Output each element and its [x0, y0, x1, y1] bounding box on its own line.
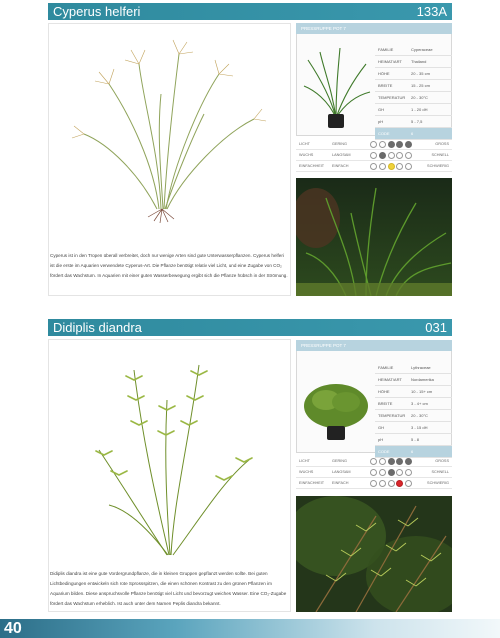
scale-row-difficulty: EINFACHHEIT EINFACH SCHWIERIG	[296, 478, 452, 489]
rating-dot	[396, 469, 403, 476]
rating-dots	[370, 141, 420, 148]
rating-dot	[405, 152, 412, 159]
info-row: HÖHE 10 - 15+ cm	[375, 386, 452, 398]
info-row: GH 3 - 15 dH	[375, 422, 452, 434]
info-row: HEIMAT/ART Thailand	[375, 56, 452, 68]
rating-dot	[396, 152, 403, 159]
plant-name: Cyperus helferi	[53, 4, 141, 19]
rating-dot	[379, 458, 386, 465]
rating-dot	[370, 480, 377, 487]
rating-dot	[388, 469, 395, 476]
scale-row-light: LICHT GERING GROSS	[296, 456, 452, 467]
rating-dot	[388, 480, 395, 487]
info-row: HÖHE 20 - 35 cm	[375, 68, 452, 80]
info-row: pH 5 - 7,5	[375, 116, 452, 128]
info-row: TEMPERATUR 20 - 30°C	[375, 92, 452, 104]
rating-dot	[370, 469, 377, 476]
plant-description: Didiplis diandra ist eine gute Vordergrundpflanze, die in kleinen Gruppen gepflanzt werden sollte. Bei guten Lichtbedingungen entwickeln sich rote Sprossspitzen, die einen schönen Kontrast zu den grünen Pflanzen im Aquarium bilden. Diese anspruchsvolle Pflanze benötigt viel Licht und bevorzugt weiches Wasser. Eine CO₂-Zugabe fördert das Wachstum erheblich. Ist auch unter dem Namen Peplis diandra bekannt.	[50, 571, 287, 606]
rating-dots	[370, 152, 420, 159]
plant-code: 133A	[416, 4, 447, 19]
rating-dot	[396, 163, 403, 170]
rating-dot	[370, 141, 377, 148]
page-number: 40	[4, 620, 22, 637]
rating-dot	[379, 152, 386, 159]
info-row: TEMPERATUR 20 - 30°C	[375, 410, 452, 422]
rating-dots	[370, 469, 420, 476]
plant-name: Didiplis diandra	[53, 320, 142, 335]
plant-illustration	[49, 24, 290, 224]
rating-dot	[388, 152, 395, 159]
info-row: pH 5 - 8	[375, 434, 452, 446]
rating-dot	[388, 458, 395, 465]
rating-dot	[405, 458, 412, 465]
plant-header	[48, 3, 452, 20]
info-row-code: CODE 6	[375, 128, 452, 140]
rating-dots	[370, 458, 420, 465]
scale-row-light: LICHT GERING GROSS	[296, 139, 452, 150]
rating-dot	[370, 152, 377, 159]
plant-info-table	[375, 44, 452, 140]
scale-row-difficulty: EINFACHHEIT EINFACH SCHWIERIG	[296, 161, 452, 172]
rating-dot	[405, 163, 412, 170]
info-row: BREITE 15 - 25 cm	[375, 80, 452, 92]
care-scales	[296, 456, 452, 489]
rating-dot	[379, 163, 386, 170]
rating-dot	[396, 141, 403, 148]
rating-dot	[405, 480, 412, 487]
pot-group-label: PRESSRUPPE POT 7	[296, 340, 452, 351]
rating-dot	[405, 469, 412, 476]
pot-group-label: PRESSRUPPE POT 7	[296, 23, 452, 34]
info-row: BREITE 3 - 4+ cm	[375, 398, 452, 410]
rating-dot	[370, 163, 377, 170]
pot-photo	[300, 40, 372, 132]
rating-dots	[370, 480, 420, 487]
plant-code: 031	[425, 320, 447, 335]
rating-dot	[396, 458, 403, 465]
plant-header	[48, 319, 452, 336]
footer-bar	[0, 619, 500, 638]
pot-photo	[300, 374, 372, 444]
info-row: FAMILIE Lythraceae	[375, 362, 452, 374]
rating-dot	[388, 163, 395, 170]
info-row: GH 1 - 20 dH	[375, 104, 452, 116]
rating-dot	[396, 480, 403, 487]
rating-dot	[379, 469, 386, 476]
info-row: HEIMAT/ART Nordamerika	[375, 374, 452, 386]
rating-dot	[379, 141, 386, 148]
rating-dot	[405, 141, 412, 148]
scale-row-growth: WUCHS LANGSAM SCHNELL	[296, 150, 452, 161]
plant-illustration	[49, 340, 290, 565]
rating-dot	[370, 458, 377, 465]
rating-dot	[379, 480, 386, 487]
rating-dots	[370, 163, 420, 170]
plant-info-table	[375, 362, 452, 458]
care-scales	[296, 139, 452, 172]
aquarium-photo	[296, 496, 452, 612]
aquarium-photo	[296, 178, 452, 296]
scale-row-growth: WUCHS LANGSAM SCHNELL	[296, 467, 452, 478]
plant-description: Cyperus ist in den Tropen überall verbreitet, doch nur wenige Arten sind gute Unterwasserpflanzen. Cyperus helferi ist die erste im Aquarien verwendete Cyperus-Art. Die Pflanze benötigt relativ viel Licht, und eine Zugabe von CO₂ fördert das Wachstum. In Aquarien mit einer guten Wasserbewegung ergibt sich die Pflanze hübsch in der Strömung.	[50, 253, 288, 278]
info-row: FAMILIE Cyperaceae	[375, 44, 452, 56]
rating-dot	[388, 141, 395, 148]
info-row-code: CODE 6	[375, 446, 452, 458]
